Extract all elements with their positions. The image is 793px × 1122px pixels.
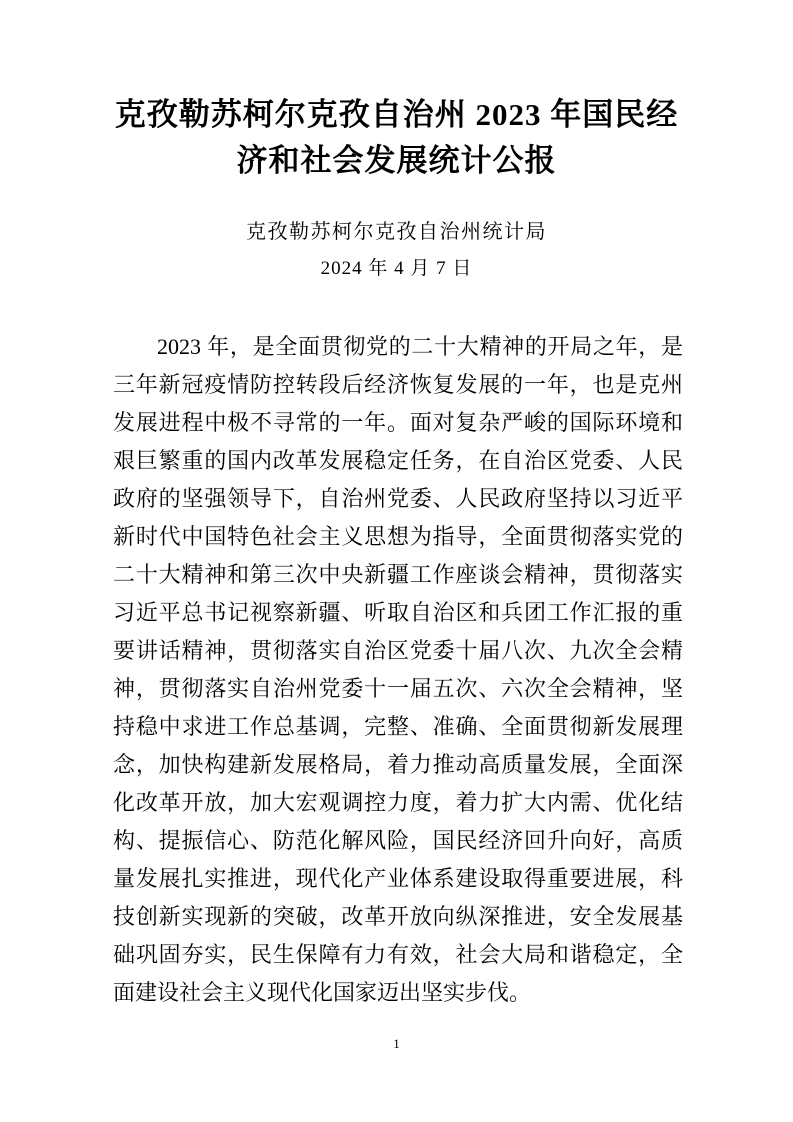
publish-date: 2024 年 4 月 7 日 (320, 258, 473, 279)
agency-byline: 克孜勒苏柯尔克孜自治州统计局 (246, 221, 547, 243)
document-title: 克孜勒苏柯尔克孜自治州 2023 年国民经济和社会发展统计公报 (114, 97, 679, 178)
page-number: 1 (393, 1036, 400, 1051)
body-paragraph: 2023 年，是全面贯彻党的二十大精神的开局之年，是三年新冠疫情防控转段后经济恢复发展的一年，也是克州发展进程中极不寻常的一年。面对复杂严峻的国际环境和艰巨繁重的国内改革发展稳定任务，在自治区党委、人民政府的坚强领导下，自治州党委、人民政府坚持以习近平新时代中国特色社会主义思想为指导，全面贯彻落实党的二十大精神和第三次中央新疆工作座谈会精神，贯彻落实习近平总书记视察新疆、听取自治区和兵团工作汇报的重要讲话精神，贯彻落实自治区党委十届八次、九次全会精神，贯彻落实自治州党委十一届五次、六次全会精神，坚持稳中求进工作总基调，完整、准确、全面贯彻新发展理念，加快构建新发展格局，着力推动高质量发展，全面深化改革开放，加大宏观调控力度，着力扩大内需、优化结构、提振信心、防范化解风险，国民经济回升向好，高质量发展扎实推进，现代化产业体系建设取得重要进展，科技创新实现新的突破，改革开放向纵深推进，安全发展基础巩固夯实，民生保障有力有效，社会大局和谐稳定，全面建设社会主义现代化国家迈出坚实步伐。 (113, 334, 683, 1005)
